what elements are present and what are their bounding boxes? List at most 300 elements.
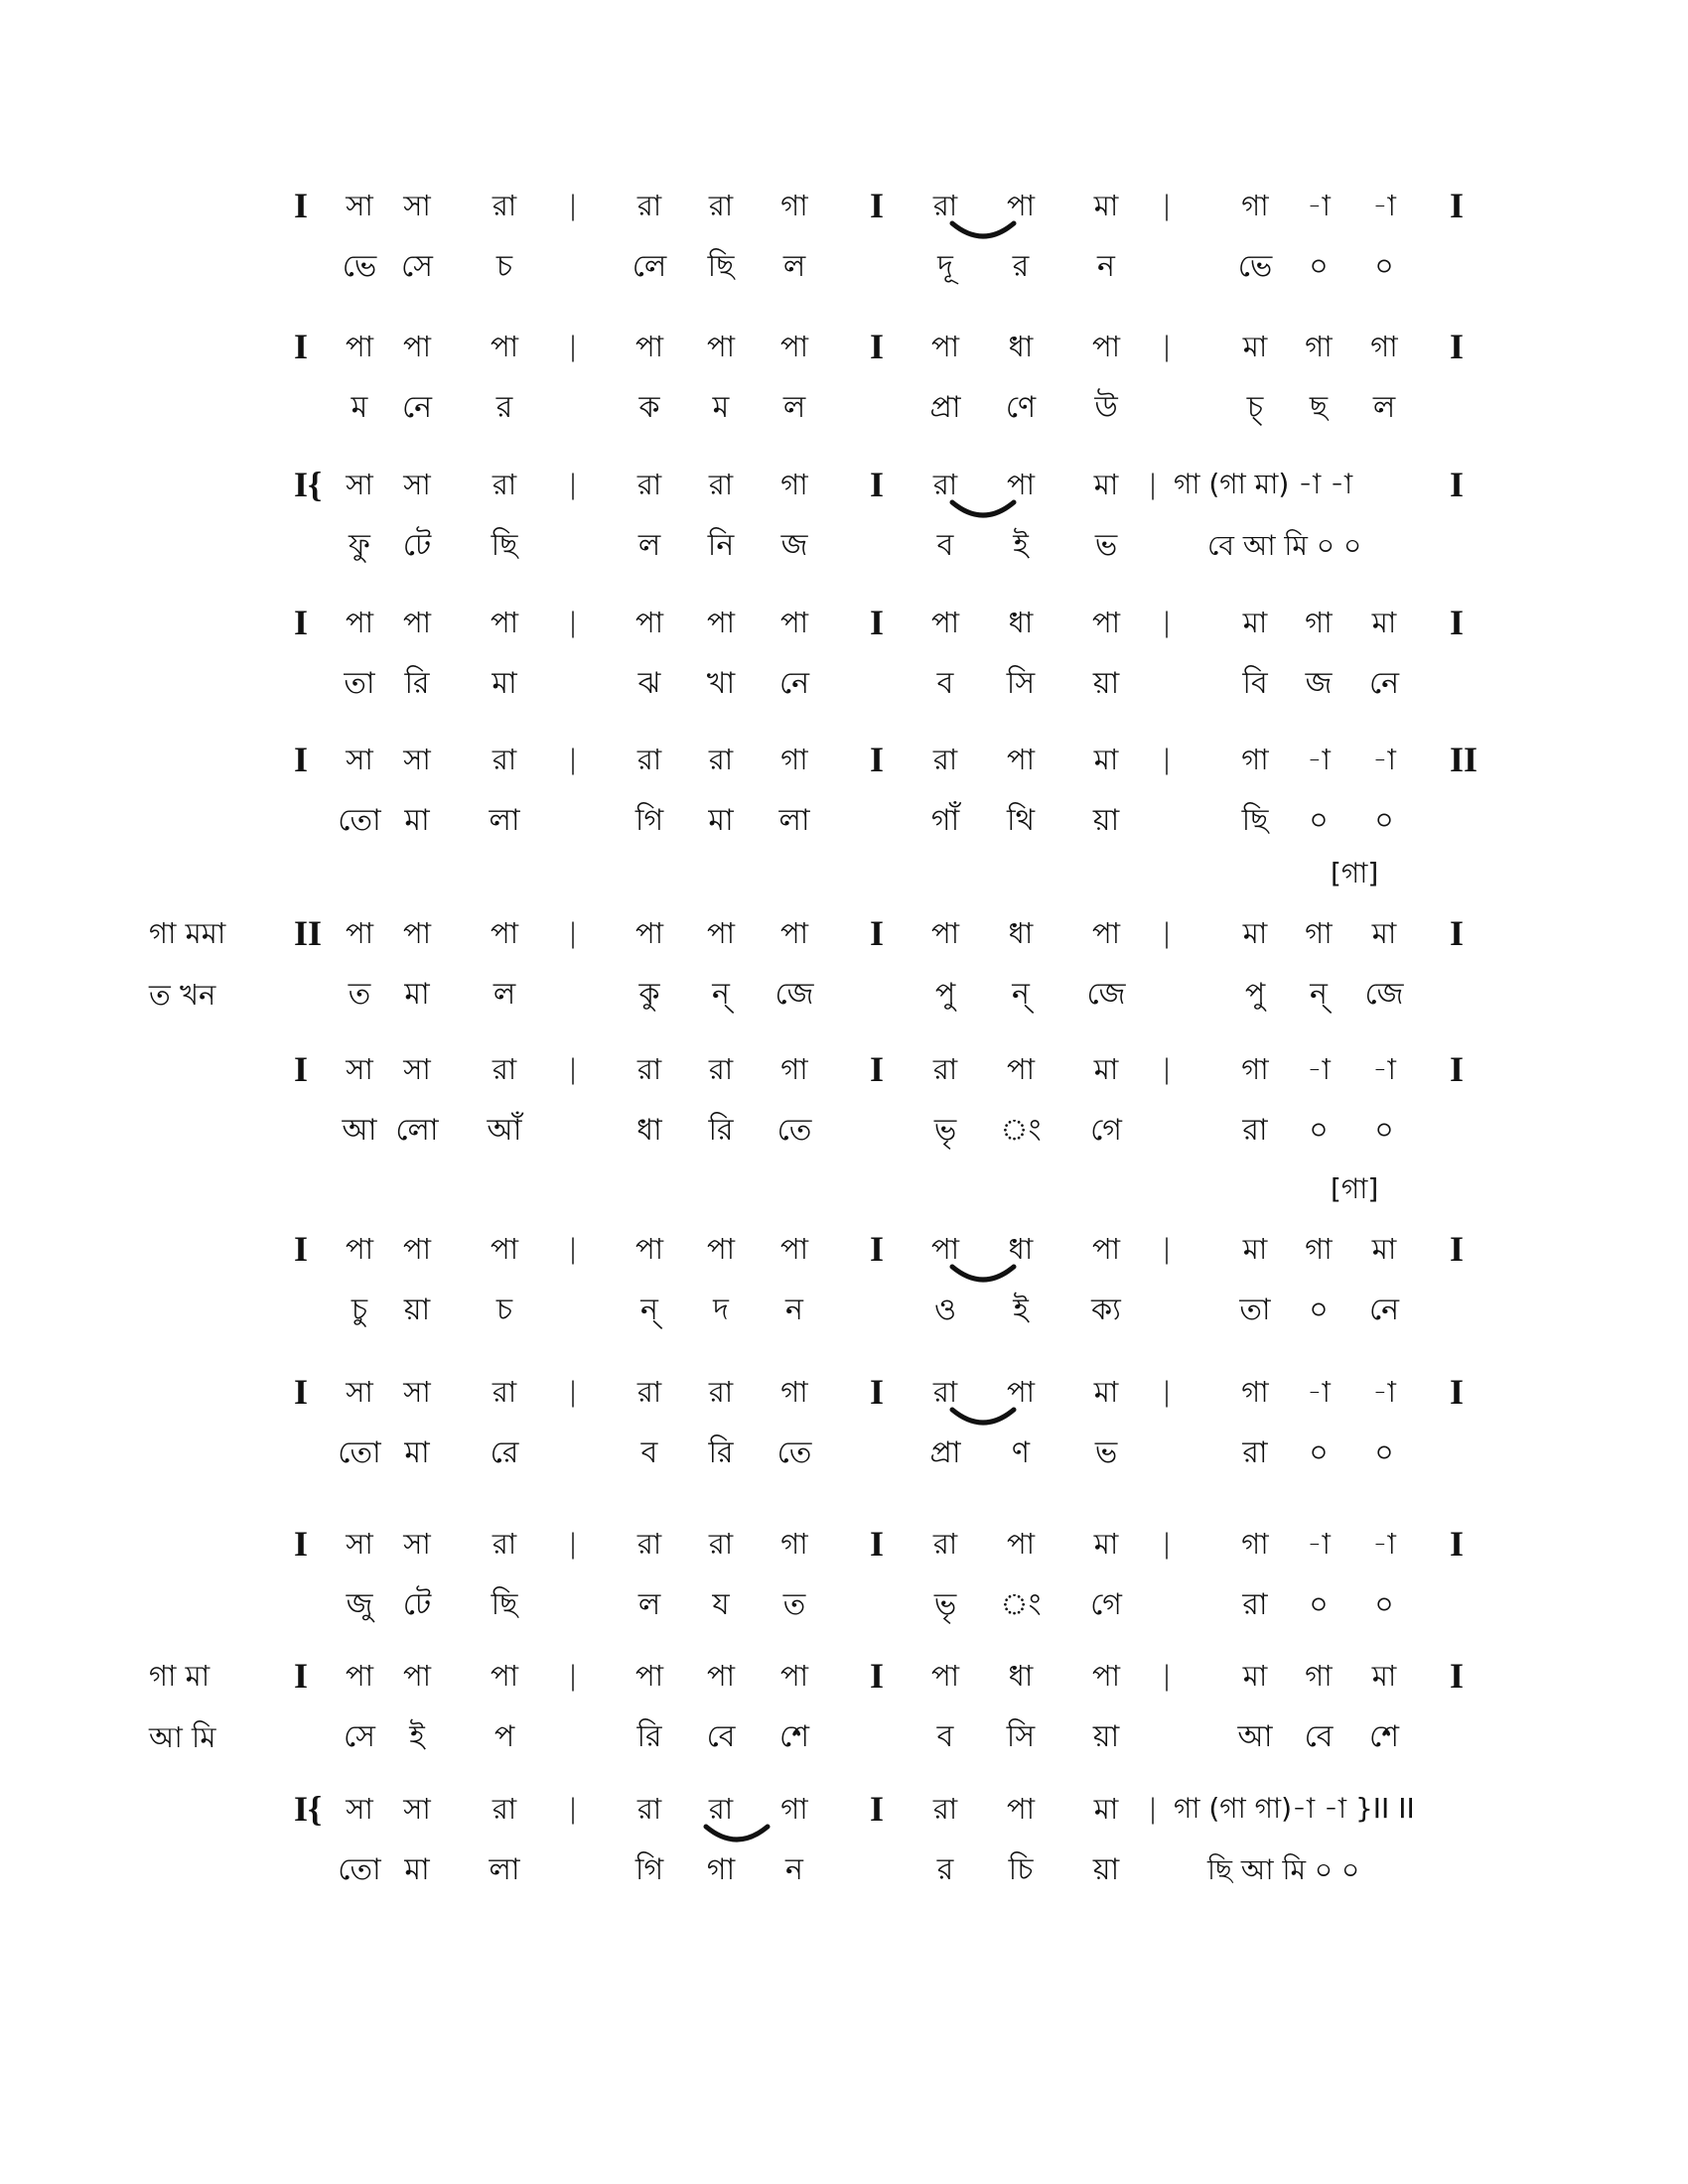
notes-row [0, 857, 1688, 961]
opening-barline: I [294, 327, 309, 366]
lyric-syllable: ন্ [712, 977, 730, 1012]
lyrics-row [0, 1432, 1688, 1481]
lyric-syllable: টে [402, 1587, 432, 1622]
lyric-syllable: ছি [707, 249, 735, 284]
lyrics-row [0, 245, 1688, 295]
lyric-syllable: গে [1090, 1587, 1122, 1622]
lyric-syllable: লা [489, 1852, 520, 1887]
notes-row [0, 1654, 1688, 1704]
lyric-syllable: দূ [937, 249, 953, 284]
measure-divider: I [870, 465, 885, 504]
lyric-syllable: জ [1305, 666, 1333, 701]
note: পা [634, 606, 664, 639]
note: পা [634, 1659, 664, 1693]
note: রা [932, 189, 958, 222]
note: মা [1093, 1792, 1119, 1826]
lyric-syllable: ল [637, 1587, 661, 1622]
note: মা [1242, 606, 1268, 639]
lyric-syllable: ব [936, 1719, 954, 1754]
note: মা [1371, 916, 1397, 950]
stanza-12 [0, 1787, 1688, 1906]
lyric-syllable: ল [492, 977, 516, 1012]
lyrics-final-measure: বে আ মি ০ ০ [1207, 529, 1362, 562]
lyric-syllable: ই [1013, 528, 1029, 563]
note: পা [634, 1232, 664, 1266]
note: রা [708, 468, 734, 501]
note: মা [1093, 743, 1119, 776]
lyric-syllable: ত [782, 1587, 806, 1622]
measure-divider: I [870, 913, 885, 953]
note: রা [932, 743, 958, 776]
opening-barline: I [294, 1372, 309, 1412]
note: পা [1091, 330, 1121, 363]
measure-divider: | [1150, 1792, 1157, 1825]
note: রা [708, 1375, 734, 1409]
measure-divider: | [570, 743, 577, 775]
lyric-syllable: ভে [1237, 249, 1273, 284]
side-notes: গা মা [149, 1659, 211, 1693]
note: রা [708, 1792, 734, 1826]
note: পা [706, 1232, 736, 1266]
measure-divider: | [570, 468, 577, 500]
note: রা [492, 743, 517, 776]
measure-divider: | [1164, 743, 1171, 775]
notes-row [0, 184, 1688, 233]
lyric-syllable: গি [634, 1852, 664, 1887]
note: পা [634, 330, 664, 363]
note: ধা [1008, 1232, 1034, 1266]
lyrics-row [0, 1583, 1688, 1633]
stanza-11 [0, 1654, 1688, 1773]
note: গা [1241, 1375, 1269, 1409]
note: সা [346, 1052, 373, 1086]
opening-barline: I [294, 1049, 309, 1089]
lyrics-row [0, 662, 1688, 712]
side-lyrics: ত খন [149, 978, 216, 1012]
note: পা [1006, 468, 1036, 501]
closing-barline: I [1450, 913, 1465, 953]
lyric-syllable: টে [402, 528, 432, 563]
lyric-syllable: শে [1369, 1719, 1399, 1754]
lyric-syllable: মা [708, 803, 734, 838]
note: গা [1305, 1659, 1333, 1693]
lyric-syllable: ভৃ [933, 1587, 957, 1622]
note: -া [1372, 1527, 1396, 1561]
lyric-syllable: তে [776, 1435, 812, 1470]
note: রা [636, 189, 662, 222]
lyric-syllable: ছি [1241, 803, 1269, 838]
note: -া [1307, 1052, 1331, 1086]
note: সা [346, 1527, 373, 1561]
lyric-syllable: গে [1090, 1113, 1122, 1148]
note: রা [708, 1052, 734, 1086]
lyric-syllable: মা [404, 1852, 430, 1887]
measure-divider: | [1164, 1232, 1171, 1265]
lyrics-row [0, 386, 1688, 436]
lyric-syllable: গি [634, 803, 664, 838]
note: গা [780, 743, 808, 776]
lyric-syllable: জে [774, 977, 814, 1012]
lyric-syllable: চ্ [1246, 390, 1264, 425]
stanza-5 [0, 738, 1688, 857]
note: -া [1307, 189, 1331, 222]
lyric-syllable: ছ [1309, 390, 1329, 425]
lyric-syllable: নি [707, 528, 735, 563]
note: পা [779, 606, 809, 639]
note: গা [1305, 606, 1333, 639]
stanza-7 [0, 1047, 1688, 1166]
lyric-syllable: য়া [1092, 803, 1120, 838]
note: গা [1241, 1052, 1269, 1086]
note: পা [345, 1659, 374, 1693]
note: পা [1091, 1659, 1121, 1693]
note: সা [403, 189, 431, 222]
lyric-syllable: নে [401, 390, 433, 425]
notes-row [0, 1370, 1688, 1420]
lyric-syllable: গা [706, 1852, 736, 1887]
stanza-10 [0, 1522, 1688, 1641]
closing-barline: I [1450, 186, 1465, 225]
note: -া [1372, 743, 1396, 776]
note: সা [403, 1052, 431, 1086]
note: ধা [1008, 330, 1034, 363]
note: গা [780, 189, 808, 222]
note: পা [930, 1659, 960, 1693]
lyric-syllable: ভৃ [933, 1113, 957, 1148]
note: রা [932, 1052, 958, 1086]
lyric-syllable: নে [1368, 1293, 1400, 1327]
lyric-syllable: ০ [1309, 803, 1329, 838]
bracket-annotation: [গা] [1331, 857, 1379, 889]
note: -া [1372, 1375, 1396, 1409]
lyric-syllable: জে [1364, 977, 1404, 1012]
note: রা [636, 1052, 662, 1086]
lyric-syllable: ক্য [1091, 1293, 1121, 1327]
notes-row [0, 601, 1688, 650]
note: পা [1006, 1527, 1036, 1561]
lyric-syllable: চ [495, 1293, 513, 1327]
lyric-syllable: লা [489, 803, 520, 838]
note: পা [402, 606, 432, 639]
measure-divider: I [870, 1229, 885, 1269]
note: রা [492, 468, 517, 501]
lyric-syllable: রা [1242, 1435, 1268, 1470]
lyric-syllable: সে [344, 1719, 375, 1754]
lyric-syllable: ০ [1374, 1113, 1394, 1148]
lyric-syllable: ভ [1094, 1435, 1118, 1470]
lyric-syllable: প্রা [929, 1435, 961, 1470]
lyric-syllable: ল [637, 528, 661, 563]
measure-divider: | [570, 1052, 577, 1085]
lyric-syllable: ন্ [640, 1293, 658, 1327]
note: গা [780, 1527, 808, 1561]
measure-divider: I [870, 603, 885, 642]
lyric-syllable: রা [1242, 1113, 1268, 1148]
notes-row [0, 1787, 1688, 1837]
note: গা [780, 1375, 808, 1409]
note: -া [1307, 1527, 1331, 1561]
measure-divider: | [1164, 1527, 1171, 1560]
lyric-syllable: র [495, 390, 513, 425]
note: সা [403, 1792, 431, 1826]
lyric-syllable: ন্ [1012, 977, 1030, 1012]
note: গা [1305, 916, 1333, 950]
measure-divider: | [570, 189, 577, 221]
notes-row [0, 463, 1688, 512]
measure-divider: | [1164, 606, 1171, 638]
lyric-syllable: র [936, 1852, 954, 1887]
measure-divider: I [870, 1372, 885, 1412]
note: রা [932, 1792, 958, 1826]
lyric-syllable: ঝ [637, 666, 661, 701]
notes-final-measure: গা (গা মা) -া -া [1174, 468, 1353, 500]
lyric-syllable: ০ [1374, 1587, 1394, 1622]
lyric-syllable: বে [706, 1719, 736, 1754]
lyric-syllable: মা [404, 803, 430, 838]
note: পা [779, 1659, 809, 1693]
note: মা [1242, 330, 1268, 363]
measure-divider: | [1164, 916, 1171, 949]
lyrics-row [0, 1715, 1688, 1765]
lyric-syllable: য [712, 1587, 730, 1622]
measure-divider: | [570, 1375, 577, 1408]
lyric-syllable: খা [706, 666, 736, 701]
lyric-syllable: ০ [1309, 249, 1329, 284]
note: পা [1006, 743, 1036, 776]
lyric-syllable: জু [346, 1587, 373, 1622]
lyric-syllable: মা [404, 977, 430, 1012]
note: মা [1371, 1232, 1397, 1266]
lyric-syllable: ন [785, 1852, 803, 1887]
lyric-syllable: র [1012, 249, 1030, 284]
lyric-syllable: চু [351, 1293, 368, 1327]
lyric-syllable: নে [1368, 666, 1400, 701]
lyric-syllable: রি [708, 1435, 734, 1470]
lyric-syllable: ব [640, 1435, 658, 1470]
note: পা [345, 916, 374, 950]
note: পা [930, 916, 960, 950]
note: রা [636, 468, 662, 501]
measure-divider: | [1164, 330, 1171, 362]
lyric-syllable: তো [338, 1435, 381, 1470]
slur-mark [948, 498, 1018, 524]
lyric-syllable: ০ [1374, 1435, 1394, 1470]
lyric-syllable: ক [638, 390, 660, 425]
note: পা [706, 1659, 736, 1693]
lyric-syllable: ন [1097, 249, 1115, 284]
note: মা [1093, 468, 1119, 501]
lyric-syllable: পু [1244, 977, 1266, 1012]
stanza-4 [0, 601, 1688, 720]
note: পা [402, 1659, 432, 1693]
closing-barline: I [1450, 1524, 1465, 1564]
note: পা [706, 916, 736, 950]
lyric-syllable: লে [632, 249, 667, 284]
lyric-syllable: পু [934, 977, 956, 1012]
measure-divider: | [1164, 1375, 1171, 1408]
lyric-syllable: ত [348, 977, 371, 1012]
opening-barline: I [294, 1229, 309, 1269]
notes-row [0, 738, 1688, 787]
lyric-syllable: বে [1304, 1719, 1334, 1754]
closing-barline: II [1450, 740, 1478, 779]
note: পা [930, 1232, 960, 1266]
note: গা [1241, 1527, 1269, 1561]
note: পা [706, 330, 736, 363]
lyric-syllable: রে [490, 1435, 519, 1470]
lyric-syllable: ০ [1309, 1435, 1329, 1470]
note: রা [636, 1527, 662, 1561]
lyrics-final-measure: ছি আ মি ০ ০ [1207, 1853, 1360, 1886]
note: গা [780, 1792, 808, 1826]
opening-barline: I [294, 740, 309, 779]
lyrics-row [0, 1289, 1688, 1338]
opening-barline: I [294, 1656, 309, 1696]
measure-divider: | [570, 1659, 577, 1692]
note: পা [1006, 1792, 1036, 1826]
note: পা [402, 916, 432, 950]
slur-mark [702, 1823, 772, 1848]
note: রা [492, 1052, 517, 1086]
notes-final-measure: গা (গা গা)-া -া }II II [1174, 1792, 1415, 1825]
lyric-syllable: রি [404, 666, 430, 701]
lyric-syllable: তো [338, 1852, 381, 1887]
note: পা [402, 330, 432, 363]
measure-divider: I [870, 740, 885, 779]
lyric-syllable: জে [1086, 977, 1126, 1012]
bracket-annotation: [গা] [1331, 1172, 1379, 1205]
note: পা [490, 606, 519, 639]
note: রা [492, 189, 517, 222]
lyrics-row [0, 1848, 1688, 1898]
note: পা [1091, 606, 1121, 639]
lyric-syllable: প [493, 1719, 515, 1754]
lyric-syllable: ০ [1309, 1587, 1329, 1622]
lyric-syllable: ০ [1374, 249, 1394, 284]
lyric-syllable: লো [395, 1113, 439, 1148]
closing-barline: I [1450, 1229, 1465, 1269]
lyric-syllable: সে [401, 249, 433, 284]
lyric-syllable: ছি [491, 1587, 518, 1622]
lyric-syllable: ই [1013, 1293, 1029, 1327]
notes-row [0, 1172, 1688, 1277]
lyric-syllable: তা [1239, 1293, 1271, 1327]
lyric-syllable: মা [404, 1435, 430, 1470]
note: গা [780, 468, 808, 501]
lyric-syllable: শে [779, 1719, 809, 1754]
lyric-syllable: ০ [1374, 803, 1394, 838]
note: মা [1371, 606, 1397, 639]
closing-barline: I [1450, 465, 1465, 504]
measure-divider: | [1164, 189, 1171, 221]
lyric-syllable: জ [780, 528, 808, 563]
lyric-syllable: ন্ [1310, 977, 1328, 1012]
lyric-syllable: তে [776, 1113, 812, 1148]
note: গা [1241, 743, 1269, 776]
note: রা [932, 1375, 958, 1409]
lyric-syllable: ণে [1005, 390, 1037, 425]
note: ধা [1008, 916, 1034, 950]
measure-divider: I [870, 1049, 885, 1089]
lyric-syllable: গাঁ [930, 803, 960, 838]
opening-barline: I{ [294, 1789, 323, 1829]
note: -া [1307, 743, 1331, 776]
note: সা [403, 1375, 431, 1409]
measure-divider: I [870, 186, 885, 225]
lyric-syllable: য়া [403, 1293, 431, 1327]
stanza-6 [0, 857, 1688, 1030]
measure-divider: I [870, 1524, 885, 1564]
note: -া [1372, 189, 1396, 222]
lyric-syllable: ং [1000, 1587, 1042, 1622]
measure-divider: I [870, 327, 885, 366]
lyric-syllable: সি [1006, 666, 1036, 701]
lyric-syllable: কু [638, 977, 660, 1012]
note: পা [490, 330, 519, 363]
note: মা [1242, 1659, 1268, 1693]
note: পা [1091, 1232, 1121, 1266]
note: মা [1242, 1232, 1268, 1266]
notes-row [0, 1047, 1688, 1097]
note: সা [403, 1527, 431, 1561]
note: পা [490, 1232, 519, 1266]
lyric-syllable: য়া [1092, 666, 1120, 701]
stanza-3 [0, 463, 1688, 582]
lyrics-row [0, 799, 1688, 849]
lyric-syllable: ০ [1309, 1293, 1329, 1327]
lyric-syllable: নে [778, 666, 810, 701]
lyric-syllable: তা [344, 666, 375, 701]
note: রা [708, 1527, 734, 1561]
note: গা [1305, 1232, 1333, 1266]
lyric-syllable: ব [936, 666, 954, 701]
lyric-syllable: ই [409, 1719, 425, 1754]
closing-barline: I [1450, 603, 1465, 642]
opening-barline: I [294, 1524, 309, 1564]
lyric-syllable: ধা [636, 1113, 662, 1148]
measure-divider: | [570, 606, 577, 638]
note: পা [779, 1232, 809, 1266]
measure-divider: I [870, 1789, 885, 1829]
note: পা [1006, 1375, 1036, 1409]
lyric-syllable: মা [492, 666, 517, 701]
note: সা [346, 468, 373, 501]
lyric-syllable: সি [1006, 1719, 1036, 1754]
stanza-2 [0, 325, 1688, 444]
note: পা [779, 330, 809, 363]
note: মা [1242, 916, 1268, 950]
lyric-syllable: য়া [1092, 1852, 1120, 1887]
note: গা [1370, 330, 1398, 363]
note: রা [708, 189, 734, 222]
lyric-syllable: ম [712, 390, 730, 425]
lyrics-row [0, 1109, 1688, 1159]
note: পা [1006, 1052, 1036, 1086]
stanza-8 [0, 1172, 1688, 1346]
note: পা [345, 330, 374, 363]
lyric-syllable: চ [495, 249, 513, 284]
note: গা [1241, 189, 1269, 222]
note: রা [492, 1527, 517, 1561]
note: সা [403, 468, 431, 501]
note: মা [1093, 1052, 1119, 1086]
lyric-syllable: ব [936, 528, 954, 563]
measure-divider: | [1164, 1659, 1171, 1692]
opening-barline: I [294, 186, 309, 225]
opening-barline: I [294, 603, 309, 642]
note: মা [1093, 1375, 1119, 1409]
note: পা [1006, 189, 1036, 222]
